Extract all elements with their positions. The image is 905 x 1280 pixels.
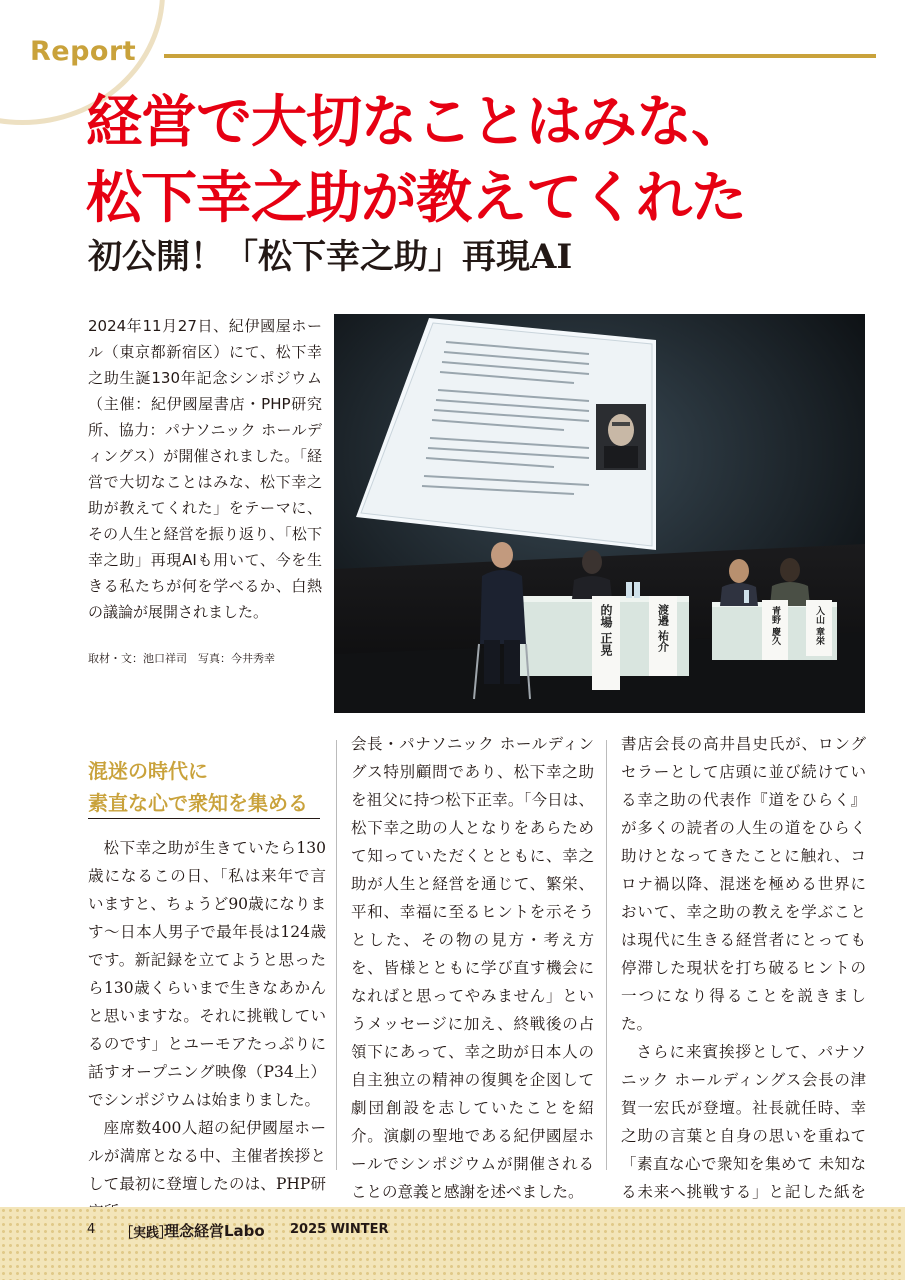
body-column-3 bbox=[621, 730, 866, 1262]
symposium-photo bbox=[334, 314, 865, 713]
body-paragraph: 会長・パナソニック ホールディングス特別顧問であり、松下幸之助を祖父に持つ松下正幸。「今日は、松下幸之助の人となりをあらためて知っていただくとともに、幸之助が人生と経営を通じて、繁栄、平和、幸福に至るヒントを示そうとした、その物の見方・考え方を、皆様とともに学び直す機会になればと思ってやみません」というメッセージに加え、終戦後の占領下にあって、幸之助が日本人の自主独立の精神の復興を企図して劇団創設を志していたことを紹介。演劇の聖地である紀伊國屋ホールでシンポジウムが開催されることの意義と感謝を述べました。 bbox=[351, 735, 594, 1201]
magazine-issue: 2025 WINTER bbox=[290, 1222, 389, 1237]
article-title bbox=[86, 85, 886, 237]
name-card-4: 入山 章栄 bbox=[814, 606, 824, 646]
column-divider bbox=[606, 740, 607, 1170]
body-paragraph: 書店会長の高井昌史氏が、ロングセラーとして店頭に並び続けている幸之助の代表作『道をひらく』が多くの読者の人生の道をひらく助けとなってきたことに触れ、コロナ禍以降、混迷を極める世界において、幸之助の教えを学ぶことは現代に生きる経営者にとっても停滞した現状を打ち破るヒントの一つになり得ることを説きました。 bbox=[621, 735, 866, 1033]
body-paragraph: さらに来賓挨拶として、パナソニック ホールディングス会長の津賀一宏氏が登壇。社長就任時、幸之助の言葉と自身の思いを重ねて「素直な心で衆知を集めて 未知なる未来へ挑戦する」と記した紙を bbox=[621, 1043, 866, 1201]
section-label: Report bbox=[30, 36, 137, 67]
section-heading-line-2: 素直な心で衆知を集める bbox=[88, 791, 308, 815]
page-number: 4 bbox=[87, 1222, 96, 1237]
magazine-bracket: ［実践］ bbox=[120, 1226, 173, 1241]
title-line-1: 経営で大切なことはみな、 bbox=[86, 90, 746, 155]
photo-credit: 取材・文：池口祥司 写真：今井秀幸 bbox=[88, 652, 275, 665]
article-subtitle: 初公開！「松下幸之助」再現AI bbox=[88, 237, 573, 277]
lead-paragraph: 2024年11月27日、紀伊國屋ホール（東京都新宿区）にて、松下幸之助生誕130年記念シンポジウム（主催：紀伊國屋書店・PHP研究所、協力：パナソニック ホールディングス）が開催されました。「経営で大切なことはみな、松下幸之助が教えてくれた」をテーマに、その人生と経営を振り返り、「松下幸之助」再現AIも用いて、今を生きる私たちが何を学べるか、白熱の議論が展開されました。 bbox=[88, 317, 322, 621]
body-column-2 bbox=[351, 730, 594, 1262]
section-heading-line-1: 混迷の時代に bbox=[88, 759, 208, 783]
section-heading bbox=[88, 755, 308, 819]
body-column-1 bbox=[88, 834, 326, 1226]
title-line-2: 松下幸之助が教えてくれた bbox=[86, 166, 746, 231]
header-rule bbox=[164, 54, 876, 58]
footer-band bbox=[0, 1207, 905, 1280]
body-paragraph: 松下幸之助が生きていたら130歳になるこの日、「私は来年で言いますと、ちょうど90歳になります〜日本人男子で最年長は124歳です。新記録を立てようと思ったら130歳くらいまで生きなあかんと思いますな。それに挑戦しているのです」とユーモアたっぷりに話すオープニング映像（P34上）でシンポジウムは始まりました。 bbox=[88, 839, 326, 1109]
magazine-title: 理念経営Labo bbox=[164, 1222, 265, 1240]
name-card-1: 的場 正晃 bbox=[599, 604, 613, 657]
name-card-3: 青野 慶久 bbox=[770, 606, 780, 646]
section-rule bbox=[88, 818, 320, 819]
name-card-2: 渡邉 祐介 bbox=[656, 604, 670, 652]
body-paragraph: 座席数400人超の紀伊國屋ホールが満席となる中、主催者挨拶として最初に登壇したのは、PHP研 bbox=[88, 1119, 326, 1193]
column-divider bbox=[336, 740, 337, 1170]
